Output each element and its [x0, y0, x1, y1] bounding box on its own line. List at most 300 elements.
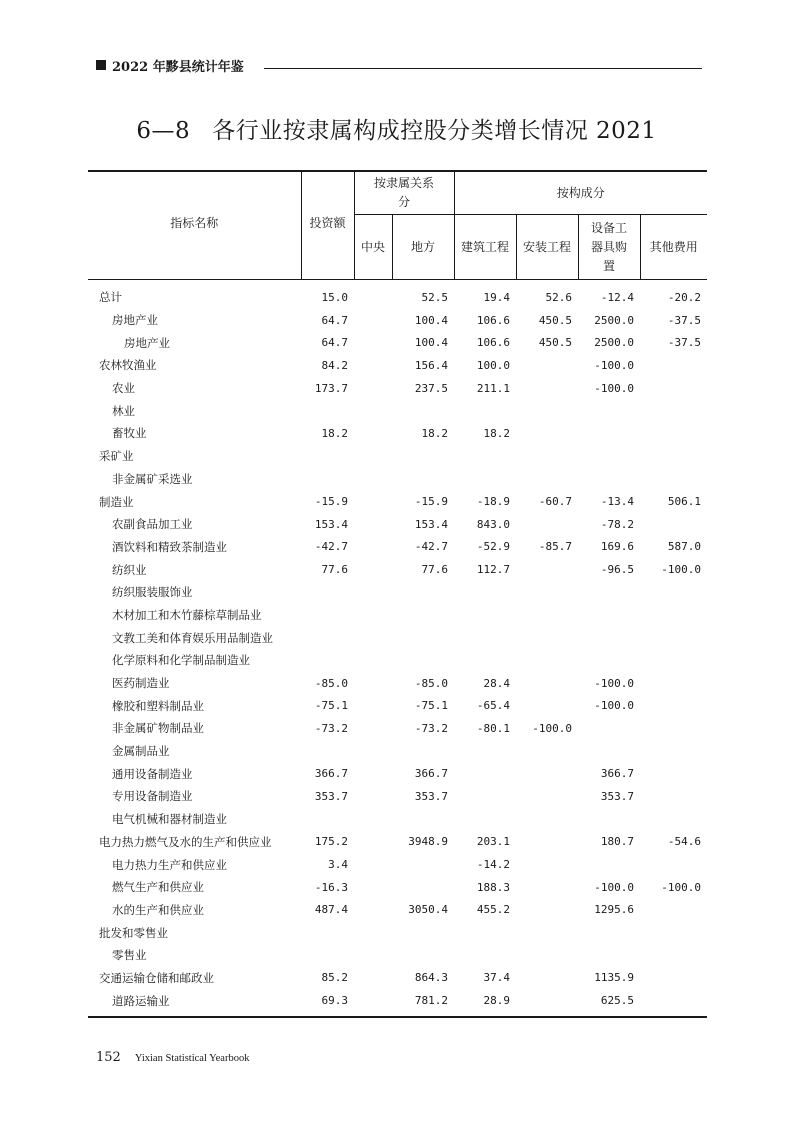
cell-local: 3050.4 [408, 903, 448, 917]
cell-investment [301, 921, 354, 944]
cell-installation [516, 468, 578, 491]
row-name: 酒饮料和精致茶制造业 [112, 539, 227, 554]
cell-equipment: -100.0 [594, 880, 634, 894]
table-row [88, 280, 707, 309]
table-row [88, 513, 707, 536]
cell-investment: 84.2 [321, 358, 348, 372]
cell-investment: 18.2 [321, 426, 348, 440]
cell-equipment [578, 853, 640, 876]
cell-other [640, 808, 707, 831]
table-row [88, 921, 707, 944]
cell-other [640, 581, 707, 604]
footer-text: Yixian Statistical Yearbook [134, 1053, 250, 1064]
row-name: 房地产业 [124, 335, 170, 350]
cell-local [392, 399, 454, 422]
cell-central [354, 649, 392, 672]
cell-central [354, 853, 392, 876]
table-row [88, 331, 707, 354]
cell-installation [516, 354, 578, 377]
cell-other [640, 422, 707, 445]
cell-installation: -100.0 [532, 721, 572, 735]
cell-installation [516, 762, 578, 785]
cell-construction: 28.4 [483, 676, 510, 690]
cell-equipment: -96.5 [600, 563, 634, 577]
table-number: 6—8 [136, 118, 191, 144]
cell-other [640, 717, 707, 740]
cell-construction: 112.7 [476, 563, 510, 577]
table-row [88, 422, 707, 445]
row-name: 总计 [99, 290, 122, 305]
table-row [88, 354, 707, 377]
row-name: 林业 [112, 403, 135, 418]
header-other: 其他费用 [640, 215, 707, 280]
cell-local [392, 876, 454, 899]
cell-equipment: 625.5 [578, 989, 640, 1017]
page-number: 152 [96, 1050, 121, 1065]
cell-other: -100.0 [661, 563, 701, 577]
cell-central [354, 694, 392, 717]
cell-construction [454, 740, 516, 763]
data-table [88, 170, 707, 1018]
row-name: 燃气生产和供应业 [112, 880, 204, 895]
cell-central [354, 921, 392, 944]
cell-investment: 64.7 [321, 336, 348, 350]
cell-local: -15.9 [414, 495, 448, 509]
cell-equipment: 1135.9 [594, 971, 634, 985]
cell-installation: 450.5 [538, 336, 572, 350]
cell-installation [516, 831, 578, 854]
cell-investment [301, 808, 354, 831]
cell-installation [516, 672, 578, 695]
cell-installation [516, 513, 578, 536]
cell-equipment: 2500.0 [594, 313, 634, 327]
cell-construction [454, 944, 516, 967]
cell-installation [516, 989, 578, 1017]
cell-equipment: 353.7 [600, 789, 634, 803]
table-row [88, 831, 707, 854]
cell-local [392, 649, 454, 672]
cell-equipment: 180.7 [600, 835, 634, 849]
row-name: 水的生产和供应业 [112, 902, 204, 917]
cell-other [640, 694, 707, 717]
cell-construction: 19.4 [483, 290, 510, 304]
cell-local: 366.7 [414, 767, 448, 781]
cell-local: 353.7 [414, 789, 448, 803]
cell-central [354, 672, 392, 695]
cell-installation [516, 558, 578, 581]
cell-investment [301, 445, 354, 468]
cell-construction: 37.4 [483, 971, 510, 985]
row-name: 纺织业 [112, 562, 147, 577]
header-equipment: 设备工器具购置 [578, 215, 640, 280]
page-footer [96, 1050, 249, 1065]
row-name: 畜牧业 [112, 426, 147, 441]
cell-local [392, 626, 454, 649]
cell-local [392, 808, 454, 831]
cell-investment: -85.0 [314, 676, 348, 690]
cell-investment [301, 399, 354, 422]
cell-construction: 211.1 [476, 381, 510, 395]
table-row [88, 694, 707, 717]
row-name: 金属制品业 [112, 744, 170, 759]
cell-investment [301, 626, 354, 649]
cell-other [640, 399, 707, 422]
row-name: 化学原料和化学制品制造业 [112, 653, 250, 668]
cell-installation [516, 649, 578, 672]
table-row [88, 490, 707, 513]
table-row [88, 672, 707, 695]
cell-other [640, 649, 707, 672]
cell-other [640, 785, 707, 808]
table-row [88, 581, 707, 604]
cell-installation [516, 853, 578, 876]
table-row [88, 604, 707, 627]
cell-investment: -42.7 [314, 540, 348, 554]
table-row [88, 853, 707, 876]
cell-central [354, 785, 392, 808]
table-row [88, 989, 707, 1017]
cell-equipment: -13.4 [600, 495, 634, 509]
cell-installation [516, 604, 578, 627]
cell-central [354, 399, 392, 422]
cell-central [354, 280, 392, 309]
header-composition-group: 按构成分 [454, 171, 707, 215]
cell-equipment: 366.7 [600, 767, 634, 781]
cell-investment: 69.3 [301, 989, 354, 1017]
table-row [88, 967, 707, 990]
cell-investment: 15.0 [321, 290, 348, 304]
cell-central [354, 377, 392, 400]
cell-local: 864.3 [414, 971, 448, 985]
cell-investment [301, 604, 354, 627]
cell-installation: -60.7 [538, 495, 572, 509]
cell-construction [454, 604, 516, 627]
cell-central [354, 967, 392, 990]
table-row [88, 808, 707, 831]
cell-investment: 85.2 [321, 971, 348, 985]
cell-construction: 203.1 [476, 835, 510, 849]
cell-other: -54.6 [667, 835, 701, 849]
cell-local [392, 921, 454, 944]
cell-central [354, 944, 392, 967]
cell-equipment: 2500.0 [594, 336, 634, 350]
cell-equipment [578, 626, 640, 649]
table-row [88, 717, 707, 740]
header-investment: 投资额 [301, 171, 354, 280]
cell-other: -100.0 [661, 880, 701, 894]
cell-installation [516, 808, 578, 831]
row-name: 木材加工和木竹藤棕草制品业 [112, 607, 262, 622]
cell-equipment [578, 649, 640, 672]
cell-construction: 18.2 [483, 426, 510, 440]
cell-central [354, 309, 392, 332]
cell-local [392, 740, 454, 763]
cell-investment: -16.3 [314, 880, 348, 894]
row-name: 文教工美和体育娱乐用品制造业 [112, 630, 273, 645]
cell-local: -73.2 [414, 721, 448, 735]
cell-equipment [578, 468, 640, 491]
cell-investment [301, 944, 354, 967]
table-body [88, 280, 707, 1018]
row-name: 电力热力燃气及水的生产和供应业 [99, 834, 272, 849]
cell-construction: 188.3 [476, 880, 510, 894]
cell-construction [454, 468, 516, 491]
cell-equipment [578, 740, 640, 763]
table-row [88, 899, 707, 922]
table-row [88, 399, 707, 422]
header-indicator-name: 指标名称 [88, 171, 301, 280]
header-installation: 安装工程 [516, 215, 578, 280]
cell-construction: 843.0 [476, 517, 510, 531]
cell-equipment [578, 399, 640, 422]
cell-construction: -18.9 [476, 495, 510, 509]
cell-equipment [578, 944, 640, 967]
cell-equipment: -100.0 [594, 381, 634, 395]
table-row [88, 740, 707, 763]
cell-central [354, 626, 392, 649]
header-square-icon [96, 60, 106, 70]
cell-other [640, 762, 707, 785]
cell-investment [301, 468, 354, 491]
cell-other [640, 377, 707, 400]
cell-central [354, 468, 392, 491]
cell-construction [454, 649, 516, 672]
cell-central [354, 581, 392, 604]
cell-other: -37.5 [667, 313, 701, 327]
cell-construction [454, 762, 516, 785]
cell-other [640, 445, 707, 468]
cell-installation [516, 445, 578, 468]
row-name: 农林牧渔业 [99, 358, 157, 373]
row-name: 非金属矿采选业 [112, 471, 193, 486]
cell-equipment [578, 422, 640, 445]
cell-local: 237.5 [414, 381, 448, 395]
cell-installation [516, 876, 578, 899]
cell-local: 100.4 [414, 313, 448, 327]
cell-construction: -52.9 [476, 540, 510, 554]
table-row [88, 785, 707, 808]
cell-central [354, 422, 392, 445]
table-title: 各行业按隶属构成控股分类增长情况 2021 [212, 118, 657, 144]
cell-other: 587.0 [667, 540, 701, 554]
cell-investment: 64.7 [321, 313, 348, 327]
cell-central [354, 899, 392, 922]
cell-central [354, 831, 392, 854]
table-row [88, 762, 707, 785]
cell-local: 77.6 [421, 563, 448, 577]
cell-central [354, 740, 392, 763]
row-name: 农业 [112, 381, 135, 396]
cell-other [640, 740, 707, 763]
cell-installation [516, 626, 578, 649]
cell-other [640, 672, 707, 695]
table-row [88, 626, 707, 649]
cell-investment [301, 649, 354, 672]
cell-installation [516, 785, 578, 808]
cell-construction [454, 921, 516, 944]
cell-construction [454, 626, 516, 649]
cell-other [640, 626, 707, 649]
cell-equipment [578, 717, 640, 740]
cell-construction: 100.0 [476, 358, 510, 372]
cell-local: 52.5 [421, 290, 448, 304]
cell-equipment: 169.6 [600, 540, 634, 554]
cell-other [640, 899, 707, 922]
cell-local [392, 445, 454, 468]
header-local: 地方 [392, 215, 454, 280]
row-name: 农副食品加工业 [112, 517, 193, 532]
cell-central [354, 513, 392, 536]
cell-equipment [578, 445, 640, 468]
cell-local: -42.7 [414, 540, 448, 554]
cell-central [354, 354, 392, 377]
header-rule [264, 68, 702, 69]
cell-investment: 173.7 [314, 381, 348, 395]
cell-equipment: -78.2 [600, 517, 634, 531]
cell-installation [516, 740, 578, 763]
row-name: 电力热力生产和供应业 [112, 857, 227, 872]
cell-investment: 3.4 [328, 858, 348, 872]
cell-other [640, 989, 707, 1017]
cell-construction [454, 445, 516, 468]
cell-local [392, 944, 454, 967]
cell-equipment: 1295.6 [594, 903, 634, 917]
table-row [88, 377, 707, 400]
row-name: 道路运输业 [88, 989, 301, 1017]
cell-investment [301, 740, 354, 763]
row-name: 橡胶和塑料制品业 [112, 698, 204, 713]
cell-equipment: -100.0 [594, 699, 634, 713]
cell-central [354, 536, 392, 559]
cell-central [354, 490, 392, 513]
cell-installation [516, 921, 578, 944]
cell-central [354, 808, 392, 831]
cell-installation [516, 399, 578, 422]
cell-local: -85.0 [414, 676, 448, 690]
cell-other [640, 944, 707, 967]
cell-construction: 106.6 [476, 313, 510, 327]
cell-local [392, 604, 454, 627]
row-name: 采矿业 [99, 449, 134, 464]
cell-installation: 450.5 [538, 313, 572, 327]
table-row [88, 944, 707, 967]
cell-construction [454, 581, 516, 604]
cell-installation [516, 967, 578, 990]
cell-investment: 175.2 [314, 835, 348, 849]
cell-equipment: -12.4 [600, 290, 634, 304]
cell-installation [516, 422, 578, 445]
row-name: 批发和零售业 [99, 925, 168, 940]
cell-other [640, 967, 707, 990]
header-central: 中央 [354, 215, 392, 280]
cell-installation: 52.6 [545, 290, 572, 304]
cell-other [640, 921, 707, 944]
cell-investment: -73.2 [314, 721, 348, 735]
cell-construction: -14.2 [476, 858, 510, 872]
cell-construction: -80.1 [476, 721, 510, 735]
cell-investment: -15.9 [314, 495, 348, 509]
cell-construction [454, 399, 516, 422]
row-name: 电气机械和器材制造业 [112, 812, 227, 827]
cell-local: -75.1 [414, 699, 448, 713]
row-name: 交通运输仓储和邮政业 [99, 970, 214, 985]
cell-local: 781.2 [392, 989, 454, 1017]
cell-installation [516, 944, 578, 967]
row-name: 制造业 [99, 494, 134, 509]
cell-construction: 455.2 [476, 903, 510, 917]
cell-central [354, 876, 392, 899]
cell-equipment [578, 921, 640, 944]
table-row [88, 468, 707, 491]
cell-equipment [578, 808, 640, 831]
cell-installation [516, 694, 578, 717]
cell-other [640, 604, 707, 627]
cell-investment: 77.6 [321, 563, 348, 577]
cell-construction [454, 785, 516, 808]
cell-investment: 353.7 [314, 789, 348, 803]
cell-construction [454, 808, 516, 831]
cell-construction: -65.4 [476, 699, 510, 713]
cell-installation [516, 899, 578, 922]
cell-local: 153.4 [414, 517, 448, 531]
page-title [0, 112, 793, 145]
table-row [88, 876, 707, 899]
cell-local: 156.4 [414, 358, 448, 372]
cell-central [354, 558, 392, 581]
cell-investment [301, 581, 354, 604]
row-name: 房地产业 [112, 313, 158, 328]
cell-central [354, 331, 392, 354]
cell-equipment: -100.0 [594, 676, 634, 690]
cell-other [640, 468, 707, 491]
row-name: 专用设备制造业 [112, 789, 193, 804]
cell-installation [516, 581, 578, 604]
cell-central [354, 604, 392, 627]
cell-central [354, 717, 392, 740]
row-name: 非金属矿物制品业 [112, 721, 204, 736]
cell-central [354, 445, 392, 468]
cell-central [354, 989, 392, 1017]
cell-central [354, 762, 392, 785]
row-name: 纺织服装服饰业 [112, 585, 193, 600]
header-affiliation-group: 按隶属关系分 [354, 171, 454, 215]
row-name: 医药制造业 [112, 676, 170, 691]
cell-other: 506.1 [667, 495, 701, 509]
cell-investment: -75.1 [314, 699, 348, 713]
cell-construction: 106.6 [476, 336, 510, 350]
cell-equipment [578, 581, 640, 604]
cell-local [392, 853, 454, 876]
row-name: 通用设备制造业 [112, 766, 193, 781]
cell-local: 18.2 [421, 426, 448, 440]
cell-investment: 366.7 [314, 767, 348, 781]
table-row [88, 649, 707, 672]
cell-other [640, 853, 707, 876]
cell-other: -20.2 [667, 290, 701, 304]
table-row [88, 445, 707, 468]
page-header [96, 55, 702, 75]
cell-local: 3948.9 [408, 835, 448, 849]
row-name: 零售业 [112, 948, 147, 963]
cell-installation [516, 377, 578, 400]
table-row [88, 536, 707, 559]
table-row [88, 558, 707, 581]
cell-installation: -85.7 [538, 540, 572, 554]
header-title: 2022 年黟县统计年鉴 [112, 59, 244, 75]
cell-local [392, 468, 454, 491]
cell-other: -37.5 [667, 336, 701, 350]
cell-other [640, 513, 707, 536]
